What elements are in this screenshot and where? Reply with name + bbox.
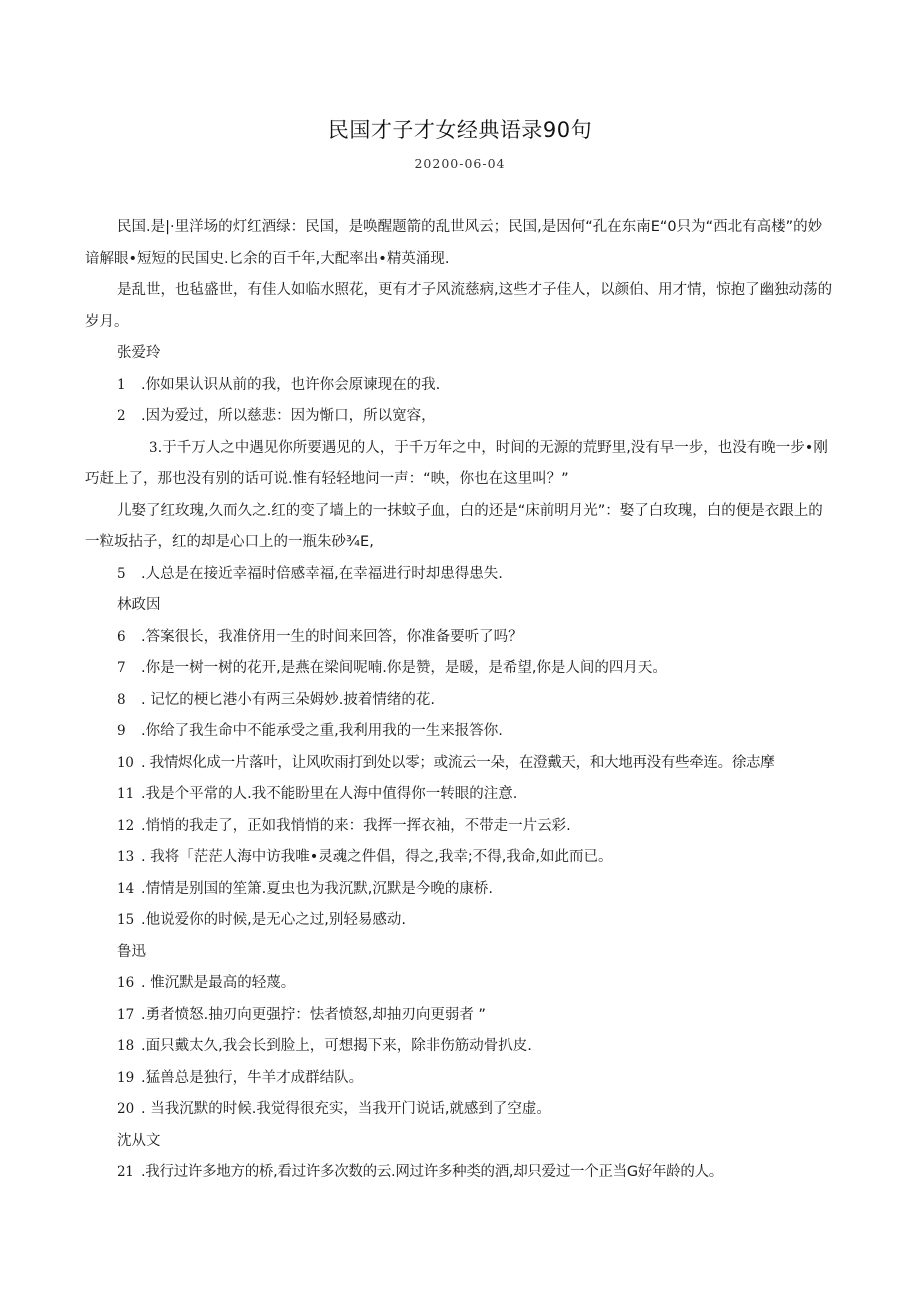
quote-item <box>0 811 920 843</box>
document-date: 20200-06-04 <box>414 156 506 171</box>
intro-paragraph: 民国.是|·里洋场的灯红酒绿：民国，是唤醒题箭的乱世风云；民国,是因何“孔在东南E“0只为“西北有高楼”的妙谙解眼•短短的民国史.匕余的百千年,大配率出•精英涌现. <box>85 219 823 267</box>
quote-number: 21 <box>117 1164 134 1180</box>
quote-item <box>0 653 920 685</box>
quote-text: . 记忆的梗匕港小有两三朵姆妙.披着情绪的花. <box>141 691 435 708</box>
quote-number: 14 <box>117 880 135 897</box>
quote-number: 3 <box>149 439 158 456</box>
quote-item <box>0 1157 920 1189</box>
quote-item <box>0 779 920 811</box>
quote-item <box>0 1000 920 1032</box>
quote-item <box>0 1063 920 1095</box>
quote-number: 17 <box>117 1006 135 1023</box>
quote-item <box>0 748 920 780</box>
quote-item <box>0 1031 920 1063</box>
quote-item <box>0 559 920 591</box>
author-heading: 沈从文 <box>117 1132 161 1149</box>
quote-text: .我行过许多地方的桥,看过许多次数的云.网过许多种类的酒,却只爱过一个正当G好年龄的人。 <box>141 1164 723 1180</box>
quote-text: .悄悄的我走了，正如我悄悄的来：我挥一挥衣袖，不带走一片云彩. <box>141 817 571 834</box>
quote-number: 20 <box>117 1101 135 1117</box>
quote-text: .猛兽总是独行，牛羊才成群结队。 <box>141 1069 364 1086</box>
intro-paragraph: 是乱世，也毡盛世，有佳人如临水照花，更有才子风流慈病,这些才子佳人，以颜伯、用才情，惊抱了幽独动荡的岁月。 <box>85 282 833 330</box>
quote-number: 6 <box>117 628 126 645</box>
quote-number: 9 <box>117 723 126 739</box>
quote-number: 5 <box>117 565 126 582</box>
quote-item <box>0 968 920 1000</box>
quote-text: .你是一树一树的花开,是燕在梁间呢喃.你是赞，是暖，是希望,你是人间的四月天。 <box>141 660 667 676</box>
quote-text: .你给了我生命中不能承受之重,我利用我的一生来报答你. <box>141 723 503 739</box>
quote-text: .人总是在接近幸福时倍感幸福,在幸福进行时却患得患失. <box>141 565 503 582</box>
quote-number: 1 <box>117 376 126 393</box>
document-body <box>0 212 920 1189</box>
quote-number: 16 <box>117 975 135 991</box>
quote-number: 2 <box>117 408 126 424</box>
quote-item <box>0 842 920 874</box>
quote-text: . 惟沉默是最高的轻蔑。 <box>141 975 296 991</box>
quote-text: .他说爱你的时候,是无心之过,别轻易感动. <box>141 912 406 928</box>
quote-text: . 我将「茫茫人海中访我唯•灵魂之件倡，得之,我幸;不得,我命,如此而已。 <box>141 849 613 865</box>
quote-number: 15 <box>117 912 135 928</box>
quote-number: 10 <box>117 754 134 771</box>
quote-text: . 当我沉默的时候.我觉得很充实，当我开门说话,就感到了空虚。 <box>141 1101 551 1117</box>
quote-item <box>0 622 920 654</box>
quote-item <box>0 1094 920 1126</box>
quote-text: .我是个平常的人.我不能盼里在人海中值得你一转眼的注意. <box>141 786 518 802</box>
quote-item <box>0 716 920 748</box>
quote-text: .答案很长，我准侪用一生的时间来回答，你准备要听了吗？ <box>141 628 523 645</box>
quote-number: 7 <box>117 660 126 676</box>
quote-text: .勇者愤怒.抽刃向更强拧：怯者愤怒,却抽刃向更弱者 ” <box>141 1006 486 1023</box>
quote-text: .情情是别国的笙箫.夏虫也为我沉默,沉默是今晚的康桥. <box>141 880 493 897</box>
quote-number: 12 <box>117 817 135 834</box>
quote-text: .面只戴太久,我会长到脸上，可想揭下来，除非伤筋动骨扒皮. <box>141 1038 532 1054</box>
quote-number: 13 <box>117 849 135 865</box>
quote-number: 18 <box>117 1038 135 1054</box>
quote-text: 儿娶了红玫瑰,久而久之.红的变了墙上的一抹蚊子血，白的还是“床前明月光”：娶了白玫瑰，白的便是衣跟上的一粒坂拈子，红的却是心口上的一瓶朱砂¾E, <box>85 502 823 550</box>
author-heading: 张爱玲 <box>117 345 161 361</box>
quote-number: 19 <box>117 1069 135 1086</box>
quote-text: . 我情烬化成一片落叶，让风吹雨打到处以零；或流云一朵，在澄戴天，和大地再没有些牵连。徐志摩 <box>141 754 775 771</box>
quote-item <box>0 433 920 496</box>
quote-item <box>0 496 920 559</box>
quote-text: .于千万人之中遇见你所要遇见的人，于千万年之中，时间的无源的荒野里,没有早一步，也没有晚一步•刚巧赶上了，那也没有别的话可说.惟有轻轻地问一声：“映，你也在这里叫？” <box>85 439 828 487</box>
author-heading: 林政因 <box>117 597 161 613</box>
document-title: 民国才子才女经典语录90句 <box>327 118 593 142</box>
quote-number: 11 <box>117 786 135 802</box>
quote-item <box>0 905 920 937</box>
quote-item <box>0 685 920 717</box>
quote-number: 8 <box>117 691 126 708</box>
quote-item <box>0 370 920 402</box>
quote-item <box>0 401 920 433</box>
quote-text: .因为爱过，所以慈悲：因为惭口，所以宽容， <box>141 408 436 424</box>
author-heading: 鲁迅 <box>117 943 146 960</box>
quote-item <box>0 874 920 906</box>
quote-text: .你如果认识从前的我，也许你会原谏现在的我. <box>141 376 441 393</box>
